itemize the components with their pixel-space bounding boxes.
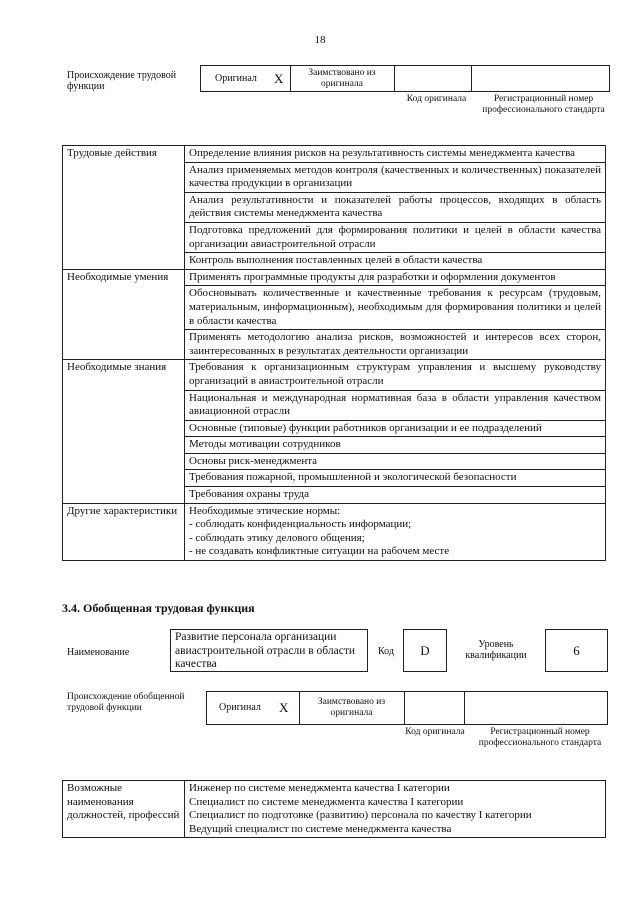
table-cell: Применять методологию анализа рисков, возможностей и интересов всех сторон, заинтересованных в результатах деятельности организации (185, 330, 606, 360)
position-item: Специалист по подготовке (развитию) персонала по качеству I категории (189, 809, 532, 822)
level-label: Уровень квалификации (465, 639, 527, 661)
table-cell: Основные (типовые) функции работников организации и ее подразделений (185, 420, 606, 437)
text-line: - соблюдать этику делового общения; (189, 531, 365, 544)
origin-label: Происхождение обобщенной трудовой функции (67, 692, 185, 713)
position-item: Специалист по системе менеджмента качества I категории (189, 795, 464, 808)
original-mark: X (274, 71, 284, 86)
positions-label: Возможные наименования должностей, профессий (63, 781, 185, 838)
name-value: Развитие персонала организации авиастроительной отрасли в области качества (170, 629, 368, 672)
original-label: Оригинал (215, 73, 257, 84)
reg-caption: Регистрационный номер профессионального стандарта (482, 94, 605, 115)
table-cell: Основы риск-менеджмента (185, 453, 606, 470)
table-cell: Обосновывать количественные и качественные требования к ресурсам (трудовым, материальным, информационным), необходимым для формирования политики и целей в области качества (185, 286, 606, 330)
group-label: Необходимые знания (63, 360, 185, 503)
table-row (63, 781, 606, 838)
group-label: Другие характеристики (63, 503, 185, 560)
table-cell: Подготовка предложений для формирования политики и целей в области качества организации авиастроительной отрасли (185, 222, 606, 252)
positions-table (62, 780, 606, 838)
text-line: - соблюдать конфиденциальность информации; (189, 518, 412, 531)
group-label: Трудовые действия (63, 146, 185, 270)
table-cell: Анализ результативности и показателей работы процессов, входящих в область действия системы менеджмента качества (185, 192, 606, 222)
position-item: Инженер по системе менеджмента качества I категории (189, 782, 450, 794)
table-cell: Требования к организационным структурам управления и высшему руководству организаций в авиастроительной отрасли (185, 360, 606, 390)
table-cell: Требования охраны труда (185, 487, 606, 504)
section-heading: 3.4. Обобщенная трудовая функция (62, 601, 255, 615)
table-cell: Требования пожарной, промышленной и экологической безопасности (185, 470, 606, 487)
table-cell: Методы мотивации сотрудников (185, 437, 606, 454)
code-caption: Код оригинала (406, 94, 467, 104)
table-cell (185, 503, 606, 560)
table-cell: Определение влияния рисков на результативность системы менеджмента качества (185, 146, 606, 163)
text-line: - не создавать конфликтные ситуации на рабочем месте (189, 545, 450, 558)
page-number: 18 (314, 34, 326, 46)
borrowed-cell: Заимствовано из оригинала (290, 66, 395, 91)
table-cell (185, 781, 606, 838)
borrowed-cell: Заимствовано из оригинала (299, 692, 405, 724)
code-cell (404, 692, 465, 724)
group-label: Необходимые умения (63, 269, 185, 360)
table-row (63, 269, 606, 286)
table-cell: Контроль выполнения поставленных целей в области качества (185, 253, 606, 270)
level-value: 6 (545, 629, 608, 672)
origin-table (200, 65, 610, 92)
origin-label: Происхождение трудовой функции (67, 70, 177, 92)
code-cell (394, 66, 472, 91)
original-cell (207, 692, 300, 724)
original-cell (201, 66, 291, 91)
reg-cell (471, 66, 609, 91)
table-row (63, 146, 606, 163)
table-row (63, 360, 606, 390)
table-row (63, 503, 606, 560)
original-label: Оригинал (219, 702, 261, 713)
code-caption: Код оригинала (405, 727, 465, 737)
table-cell: Анализ применяемых методов контроля (качественных и количественных) показателей качества продукции в организации (185, 162, 606, 192)
original-mark: X (279, 700, 289, 715)
code-value: D (403, 629, 447, 672)
reg-cell (464, 692, 607, 724)
code-label: Код (378, 646, 394, 657)
reg-caption: Регистрационный номер профессионального стандарта (478, 727, 602, 748)
table-cell: Национальная и международная нормативная база в области управления качеством авиационной отрасли (185, 390, 606, 420)
text-line: Необходимые этические нормы: (189, 504, 341, 517)
position-item: Ведущий специалист по системе менеджмента качества (189, 822, 452, 835)
table-cell: Применять программные продукты для разработки и оформления документов (185, 269, 606, 286)
origin-table (206, 691, 608, 725)
labor-functions-table (62, 145, 606, 561)
name-label: Наименование (67, 647, 130, 658)
